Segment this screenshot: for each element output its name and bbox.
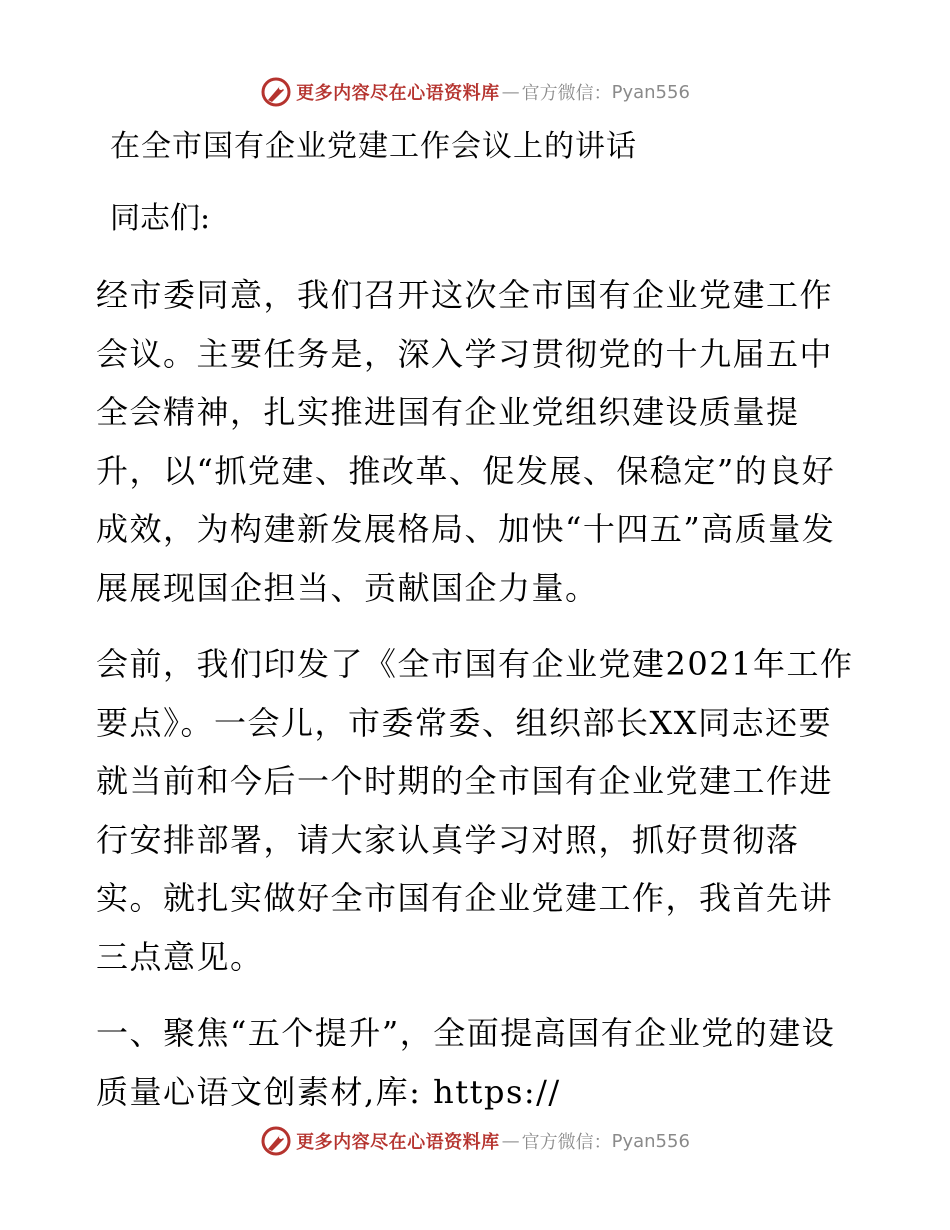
pen-nib-logo-icon: [260, 1125, 292, 1157]
watermark-footer: [0, 1121, 950, 1161]
watermark-wechat-id: Pyan556: [611, 81, 690, 103]
document-salutation: 同志们:: [110, 201, 211, 236]
watermark-brand: 更多内容尽在心语资料库: [296, 83, 500, 104]
watermark-header: [0, 72, 950, 112]
watermark-wechat-label: 官方微信：: [521, 83, 612, 104]
pen-nib-logo-icon: [260, 76, 292, 108]
watermark-wechat-label: 官方微信：: [521, 1132, 612, 1153]
document-title: 在全市国有企业党建工作会议上的讲话: [110, 129, 637, 164]
paragraph-2: 会前，我们印发了《全市国有企业党建2021年工作要点》。一会儿，市委常委、组织部长XX同志还要就当前和今后一个时期的全市国有企业党建工作进行安排部署，请大家认真学习对照，抓好贯彻落实。就扎实做好全市国有企业党建工作，我首先讲三点意见。: [96, 645, 854, 976]
watermark-dash: —: [501, 1130, 520, 1152]
watermark-brand: 更多内容尽在心语资料库: [296, 1132, 500, 1153]
watermark-wechat-id: Pyan556: [611, 1130, 690, 1152]
paragraph-3: 一、聚焦“五个提升”，全面提高国有企业党的建设质量心语文创素材,库: https://: [96, 1014, 836, 1111]
watermark-dash: —: [501, 81, 520, 103]
document-body: [96, 118, 856, 1121]
paragraph-1: 经市委同意，我们召开这次全市国有企业党建工作会议。主要任务是，深入学习贯彻党的十九届五中全会精神，扎实推进国有企业党组织建设质量提升，以“抓党建、推改革、促发展、保稳定”的良好成效，为构建新发展格局、加快“十四五”高质量发展展现国企担当、贡献国企力量。: [96, 276, 836, 607]
